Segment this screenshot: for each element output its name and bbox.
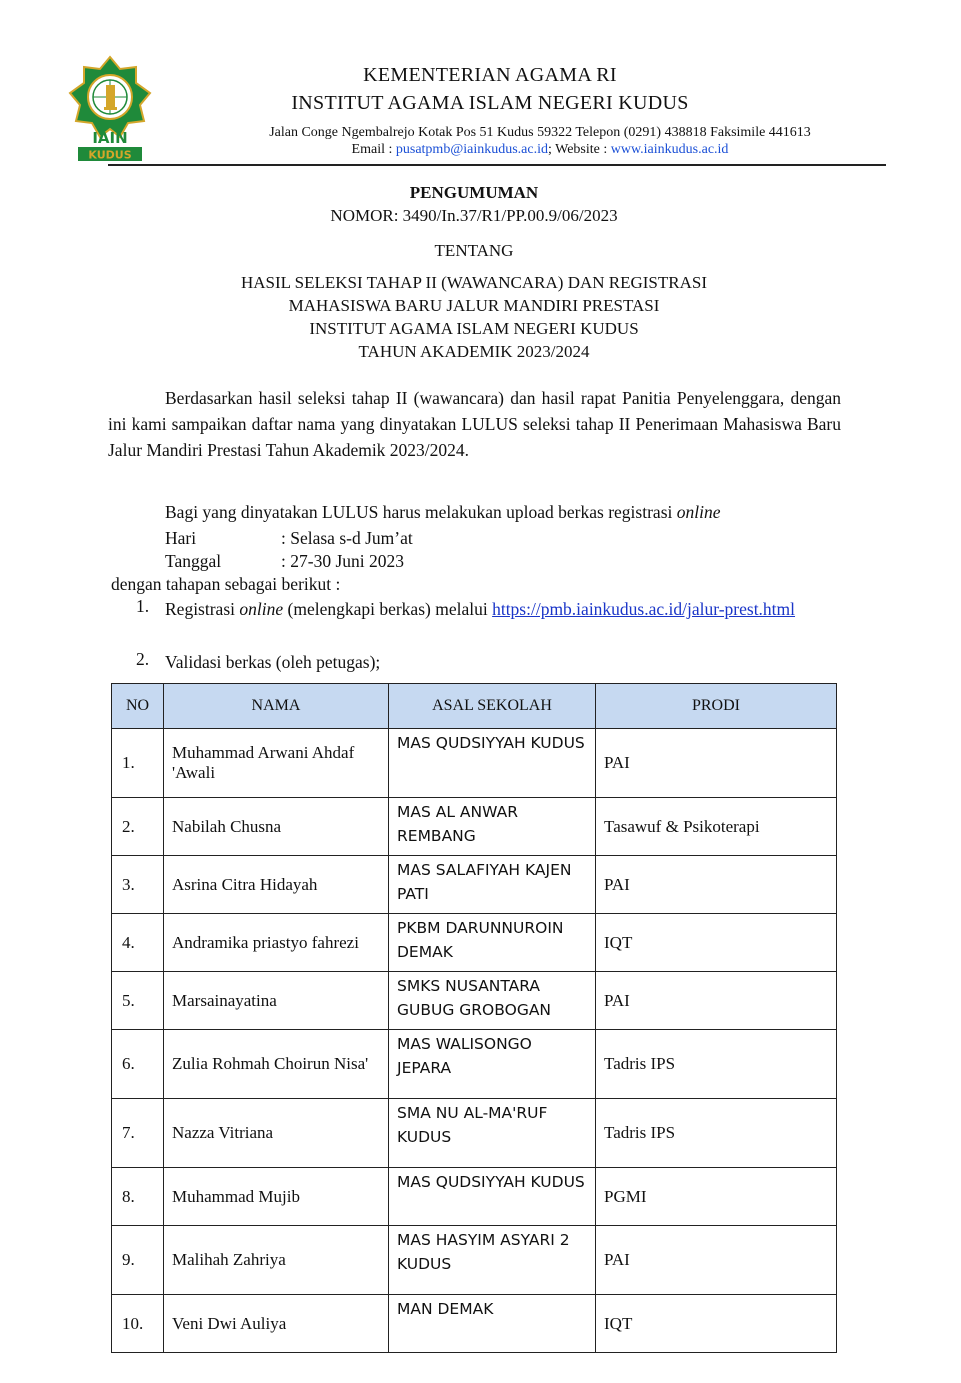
step-1-text [165, 596, 845, 622]
cell-school: PKBM DARUNNUROIN DEMAK [389, 914, 596, 972]
cell-prodi: PAI [596, 972, 837, 1030]
intro-paragraph: Berdasarkan hasil seleksi tahap II (wawancara) dan hasil rapat Panitia Penyelenggara, dengan ini kami sampaikan daftar nama yang dinyatakan LULUS seleksi tahap II Penerimaan Mahasiswa Baru Jalur Mandiri Prestasi Tahun Akademik 2023/2024. [108, 388, 841, 460]
header-name: NAMA [164, 684, 389, 729]
cell-no: 1. [112, 729, 164, 798]
cell-name: Nabilah Chusna [164, 798, 389, 856]
cell-prodi: IQT [596, 914, 837, 972]
cell-school: SMKS NUSANTARA GUBUG GROBOGAN [389, 972, 596, 1030]
table-row [112, 729, 837, 798]
cell-name: Nazza Vitriana [164, 1099, 389, 1168]
instruction-text: Bagi yang dinyatakan LULUS harus melakukan upload berkas registrasi [165, 502, 677, 522]
cell-prodi: Tasawuf & Psikoterapi [596, 798, 837, 856]
cell-prodi: Tadris IPS [596, 1099, 837, 1168]
header-prodi: PRODI [596, 684, 837, 729]
announcement-about: TENTANG [434, 241, 514, 260]
cell-name: Veni Dwi Auliya [164, 1295, 389, 1353]
cell-no: 8. [112, 1168, 164, 1226]
email-label: Email : [351, 142, 396, 157]
subject-line-4: TAHUN AKADEMIK 2023/2024 [358, 342, 590, 361]
cell-school: SMA NU AL-MA'RUF KUDUS [389, 1099, 596, 1168]
date-value: : 27-30 Juni 2023 [281, 551, 404, 571]
cell-prodi: PAI [596, 856, 837, 914]
announcement-title: PENGUMUMAN [409, 183, 539, 202]
header-no: NO [112, 684, 164, 729]
cell-no: 4. [112, 914, 164, 972]
table-row [112, 914, 837, 972]
registration-link[interactable]: https://pmb.iainkudus.ac.id/jalur-prest.html [492, 599, 796, 619]
institute-address: Jalan Conge Ngembalrejo Kotak Pos 51 Kudus 59322 Telepon (0291) 438818 Faksimile 441613 [269, 125, 811, 140]
cell-no: 10. [112, 1295, 164, 1353]
results-table [111, 683, 837, 1353]
cell-no: 5. [112, 972, 164, 1030]
cell-no: 7. [112, 1099, 164, 1168]
cell-school: MAS SALAFIYAH KAJEN PATI [389, 856, 596, 914]
table-row [112, 856, 837, 914]
table-row [112, 1099, 837, 1168]
contact-line [140, 142, 940, 158]
cell-prodi: PAI [596, 729, 837, 798]
cell-prodi: IQT [596, 1295, 837, 1353]
cell-name: Malihah Zahriya [164, 1226, 389, 1295]
announcement-number: NOMOR: 3490/In.37/R1/PP.00.9/06/2023 [330, 206, 618, 225]
registration-instruction [165, 502, 865, 523]
svg-text:KUDUS: KUDUS [88, 148, 132, 162]
table-row [112, 972, 837, 1030]
step-2-text: Validasi berkas (oleh petugas); [165, 652, 381, 672]
cell-school: MAS QUDSIYYAH KUDUS [389, 1168, 596, 1226]
step-1-number: 1. [136, 596, 150, 616]
svg-text:IAIN: IAIN [92, 129, 128, 147]
cell-name: Zulia Rohmah Choirun Nisa' [164, 1030, 389, 1099]
steps-intro: dengan tahapan sebagai berikut : [111, 574, 341, 594]
table-row [112, 798, 837, 856]
cell-name: Muhammad Arwani Ahdaf 'Awali [164, 729, 389, 798]
ministry-name: KEMENTERIAN AGAMA RI [363, 64, 617, 86]
cell-name: Asrina Citra Hidayah [164, 856, 389, 914]
cell-prodi: Tadris IPS [596, 1030, 837, 1099]
table-row [112, 1168, 837, 1226]
cell-prodi: PGMI [596, 1168, 837, 1226]
website-label: ; Website : [547, 142, 611, 157]
table-row [112, 1030, 837, 1099]
cell-no: 3. [112, 856, 164, 914]
cell-name: Muhammad Mujib [164, 1168, 389, 1226]
cell-name: Andramika priastyo fahrezi [164, 914, 389, 972]
day-label: Hari [165, 528, 197, 548]
website-link[interactable]: www.iainkudus.ac.id [610, 142, 729, 157]
cell-school: MAS QUDSIYYAH KUDUS [389, 729, 596, 798]
cell-school: MAS AL ANWAR REMBANG [389, 798, 596, 856]
cell-no: 2. [112, 798, 164, 856]
instruction-online: online [676, 502, 721, 522]
subject-line-3: INSTITUT AGAMA ISLAM NEGERI KUDUS [309, 319, 639, 338]
email-link[interactable]: pusatpmb@iainkudus.ac.id [395, 142, 548, 157]
cell-prodi: PAI [596, 1226, 837, 1295]
table-row [112, 1226, 837, 1295]
cell-no: 6. [112, 1030, 164, 1099]
step-1-prefix: Registrasi [165, 599, 240, 619]
cell-name: Marsainayatina [164, 972, 389, 1030]
subject-line-2: MAHASISWA BARU JALUR MANDIRI PRESTASI [288, 296, 660, 315]
cell-school: MAS HASYIM ASYARI 2 KUDUS [389, 1226, 596, 1295]
step-1-online: online [239, 599, 284, 619]
step-2-number: 2. [136, 649, 150, 669]
letterhead-divider [108, 164, 886, 166]
date-label: Tanggal [165, 551, 222, 571]
day-value: : Selasa s-d Jum’at [281, 528, 413, 548]
table-row [112, 1295, 837, 1353]
cell-no: 9. [112, 1226, 164, 1295]
step-1-mid: (melengkapi berkas) melalui [283, 599, 493, 619]
subject-line-1: HASIL SELEKSI TAHAP II (WAWANCARA) DAN REGISTRASI [240, 273, 708, 292]
cell-school: MAS WALISONGO JEPARA [389, 1030, 596, 1099]
header-school: ASAL SEKOLAH [389, 684, 596, 729]
cell-school: MAN DEMAK [389, 1295, 596, 1353]
table-header-row [112, 684, 837, 729]
institute-name: INSTITUT AGAMA ISLAM NEGERI KUDUS [291, 92, 689, 114]
